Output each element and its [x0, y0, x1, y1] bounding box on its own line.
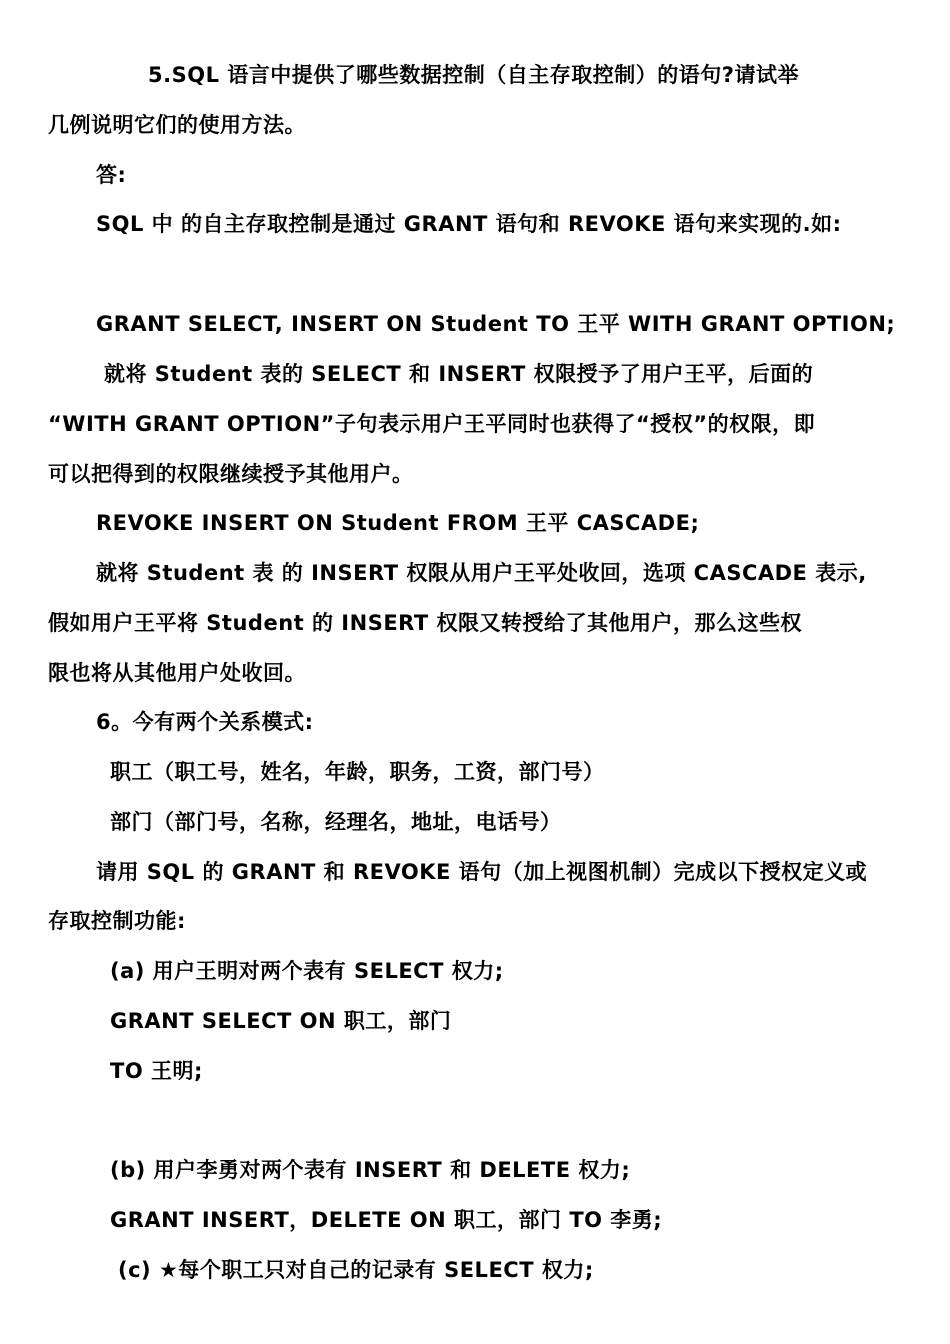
question-5-line-2: 几例说明它们的使用方法。 — [48, 113, 306, 137]
question-5-line-1: 5.SQL 语言中提供了哪些数据控制（自主存取控制）的语句?请试举 — [148, 63, 799, 87]
grant-explanation-line-2: “WITH GRANT OPTION”子句表示用户王平同时也获得了“授权”的权限，即 — [48, 412, 816, 436]
revoke-explanation-line-1: 就将 Student 表 的 INSERT 权限从用户王平处收回，选项 CASCADE 表示, — [96, 561, 867, 585]
grant-explanation-line-3: 可以把得到的权限继续授予其他用户。 — [48, 462, 414, 486]
item-b-code: GRANT INSERT，DELETE ON 职工，部门 TO 李勇; — [110, 1208, 663, 1232]
item-a-description: (a) 用户王明对两个表有 SELECT 权力; — [110, 959, 504, 983]
item-b-description: (b) 用户李勇对两个表有 INSERT 和 DELETE 权力; — [110, 1158, 631, 1182]
revoke-explanation-line-3: 限也将从其他用户处收回。 — [48, 661, 306, 685]
grant-explanation-line-1: 就将 Student 表的 SELECT 和 INSERT 权限授予了用户王平，后面的 — [104, 362, 814, 386]
question-6-instruction-line-1: 请用 SQL 的 GRANT 和 REVOKE 语句（加上视图机制）完成以下授权定义或 — [96, 860, 868, 884]
item-c-description: (c) ★每个职工只对自己的记录有 SELECT 权力; — [118, 1258, 594, 1282]
grant-example-code: GRANT SELECT, INSERT ON Student TO 王平 WITH GRANT OPTION; — [96, 312, 896, 336]
schema-employee: 职工（职工号，姓名，年龄，职务，工资，部门号） — [110, 760, 605, 784]
revoke-explanation-line-2: 假如用户王平将 Student 的 INSERT 权限又转授给了其他用户，那么这些权 — [48, 611, 803, 635]
item-a-code-line-2: TO 王明; — [110, 1059, 203, 1083]
question-6-title: 6。今有两个关系模式: — [96, 710, 314, 734]
schema-department: 部门（部门号，名称，经理名，地址，电话号） — [110, 810, 562, 834]
item-a-code-line-1: GRANT SELECT ON 职工，部门 — [110, 1009, 452, 1033]
answer-label: 答: — [96, 163, 127, 187]
question-6-instruction-line-2: 存取控制功能: — [48, 909, 186, 933]
revoke-example-code: REVOKE INSERT ON Student FROM 王平 CASCADE; — [96, 511, 700, 535]
answer-intro: SQL 中 的自主存取控制是通过 GRANT 语句和 REVOKE 语句来实现的.如: — [96, 212, 842, 236]
